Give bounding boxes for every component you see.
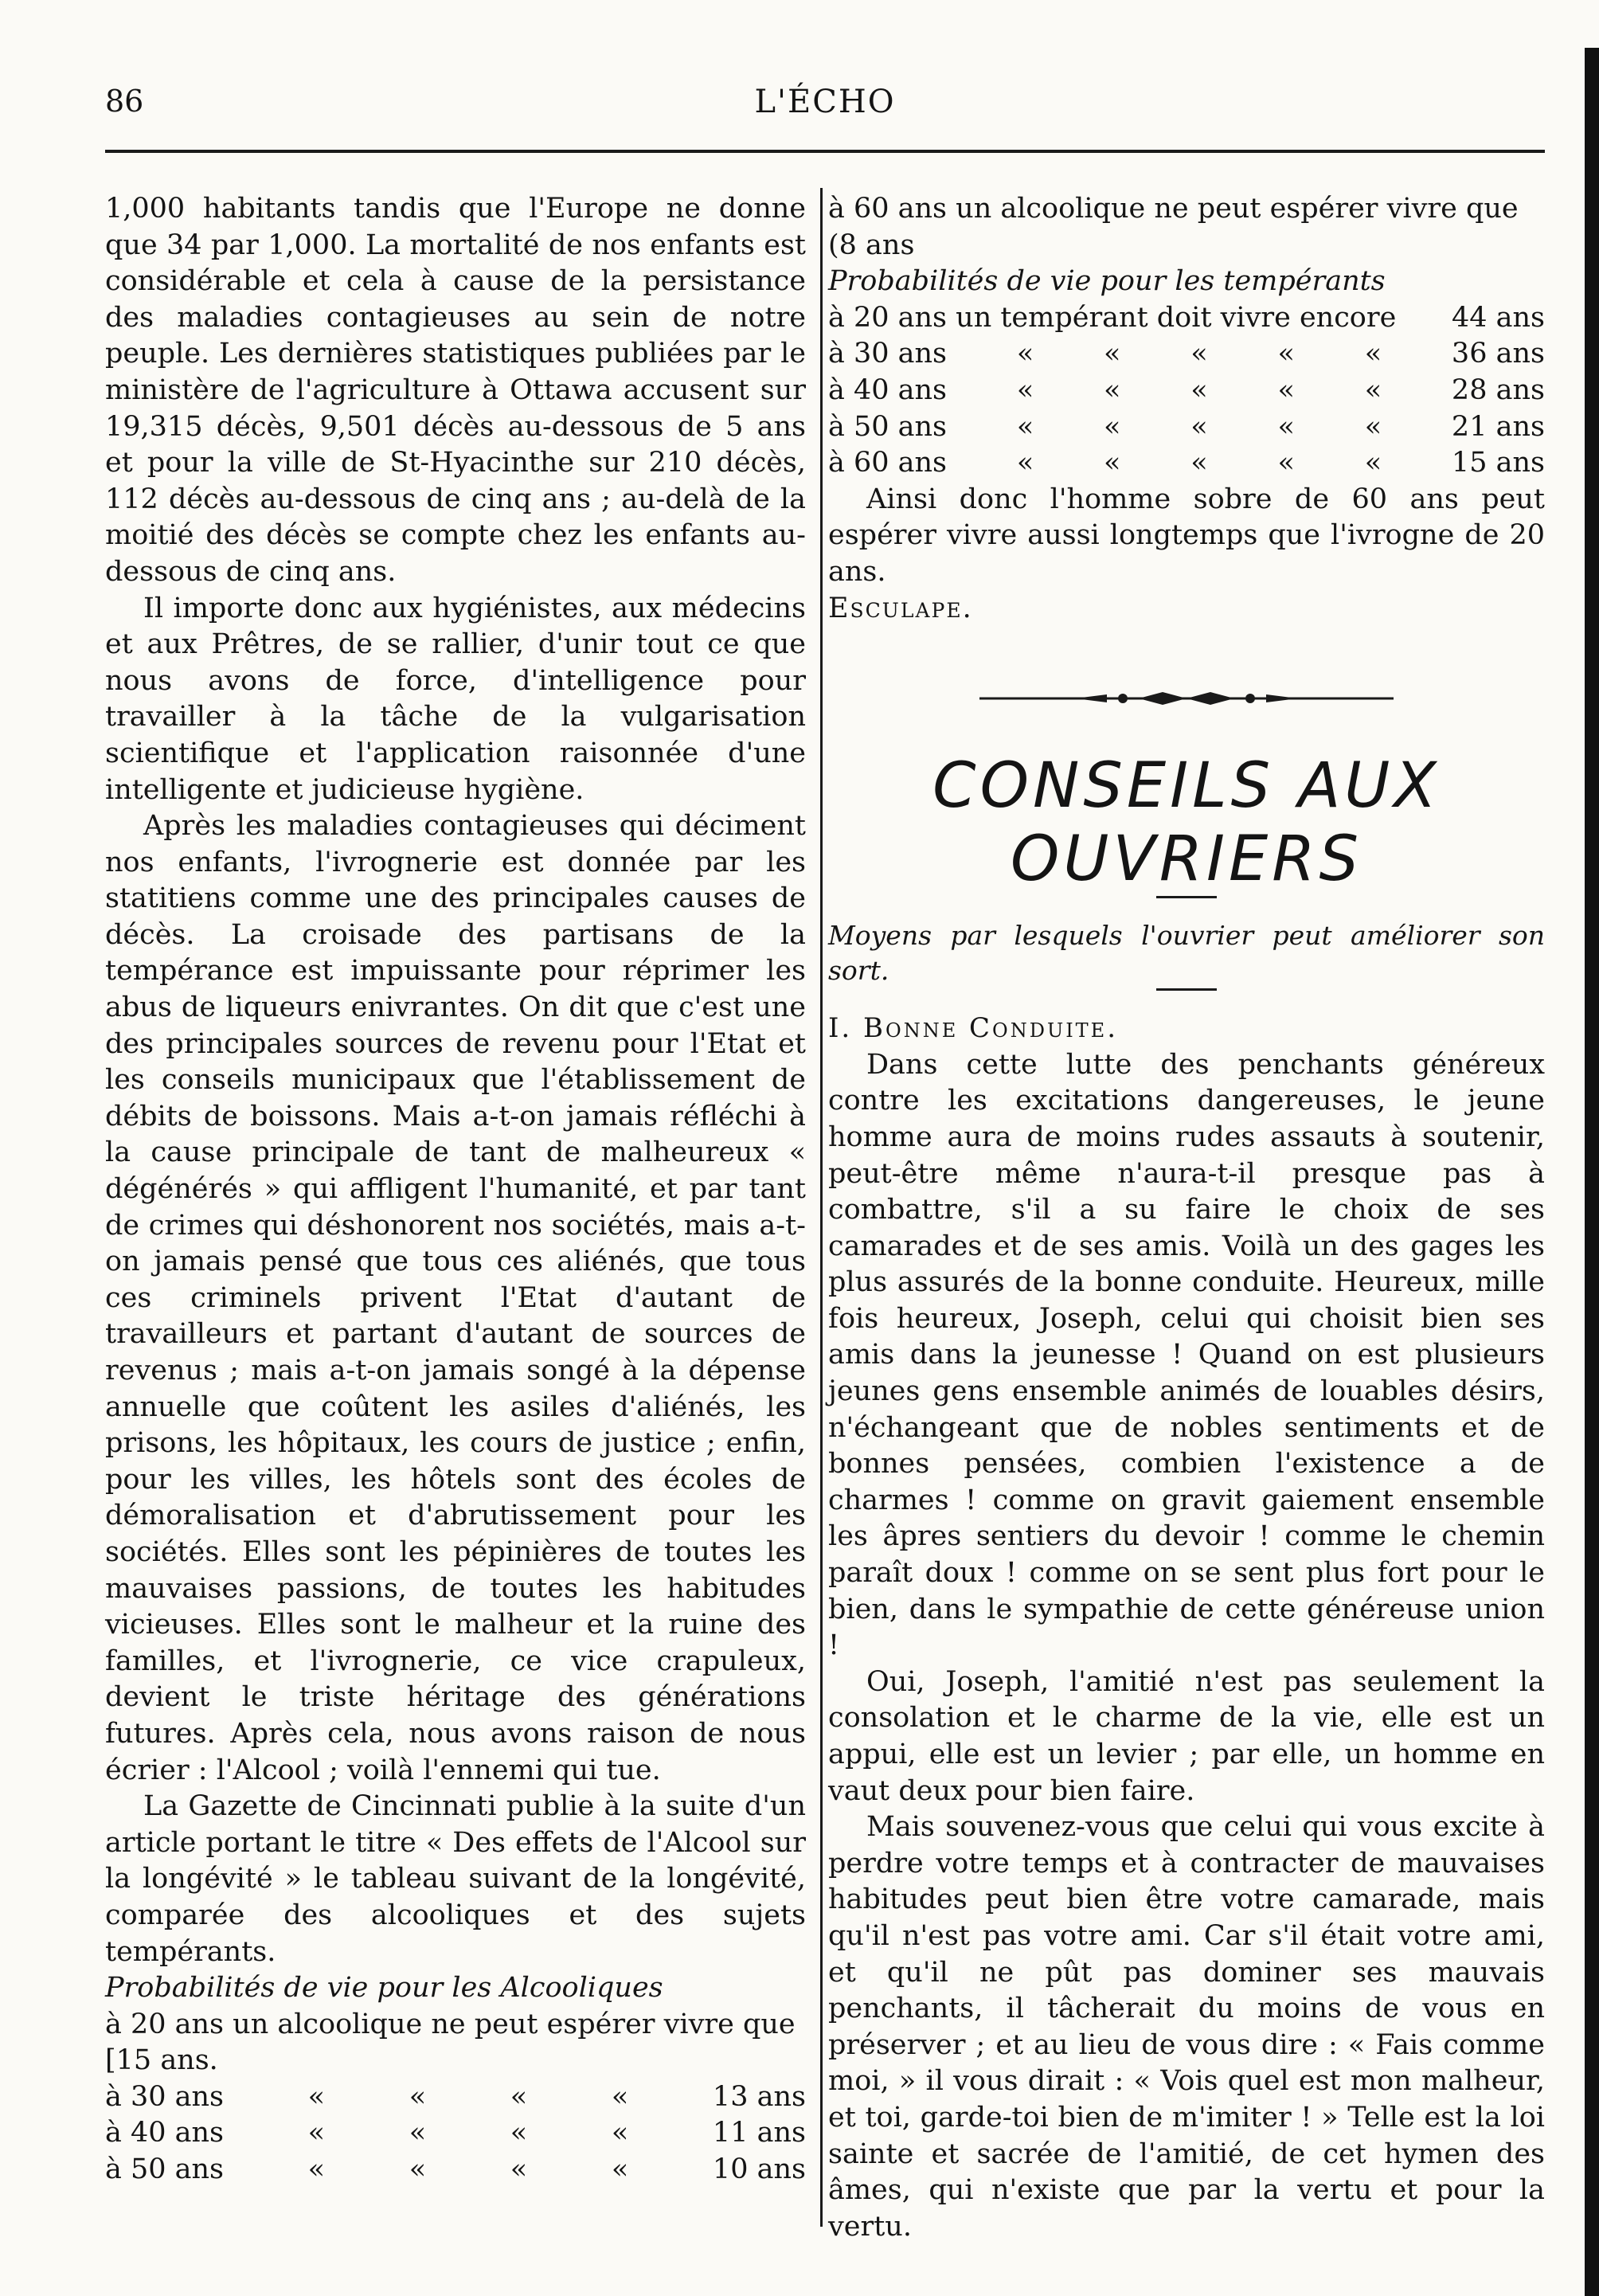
- journal-title: L'ÉCHO: [754, 84, 896, 120]
- ditto-mark: «: [1364, 447, 1382, 479]
- table-row: [828, 373, 1545, 409]
- section-heading: I. Bonne Conduite.: [828, 988, 1545, 1047]
- ditto-mark: «: [1190, 410, 1208, 443]
- paragraph-drunkenness: Après les maladies contagieuses qui déciment nos enfants, l'ivrognerie est donnée par les statitiens comme une des principales causes de décès. La croisade des partisans de la tempérance est impuissante pour réprimer les abus de liqueurs enivrantes. On dit que c'est une des principales sources de revenu pour l'Etat et les conseils municipaux que l'établissement de débits de boissons. Mais a-t-on jamais réfléchi à la cause principale de tant de malheureux « dégénérés » qui affligent l'humanité, et par tant de crimes qui déshonorent nos sociétés, mais a-t-on jamais pensé que tous ces aliénés, que tous ces criminels privent l'Etat d'autant de travailleurs et partant d'autant de sources de revenus ; mais a-t-on jamais songé à la dépense annuelle que coûtent les asiles d'aliénés, les prisons, les hôpitaux, les cours de justice ; enfin, pour les villes, les hôtels sont des écoles de démoralisation et d'abrutissement pour les sociétés. Elles sont les pépinières de toutes les mauvaises passions, de toutes les habitudes vicieuses. Elles sont le malheur et la ruine des familles, et l'ivrognerie, ce vice crapuleux, devient le triste héritage des générations futures. Après cela, nous avons raison de nous écrier : l'Alcool ; voilà l'ennemi qui tue.: [105, 810, 806, 1786]
- ditto-mark: «: [1016, 410, 1034, 443]
- ditto-mark: «: [1104, 410, 1121, 443]
- ditto-mark: «: [409, 2080, 427, 2113]
- page-edge-shadow: [1585, 48, 1599, 2296]
- ditto-mark: «: [1190, 374, 1208, 406]
- paragraph-cincinnati-gazette: La Gazette de Cincinnati publie à la suite d'un article portant le titre « Des effets de l'Alcool sur la longévité » le tableau suivant de la longévité, comparée des alcooliques et des sujets tempérants.: [105, 1790, 806, 1968]
- table-row: [105, 2115, 806, 2152]
- table-row: [828, 409, 1545, 446]
- ditto-mark: «: [1016, 447, 1034, 479]
- paragraph-conclusion: Ainsi donc l'homme sobre de 60 ans peut espérer vivre aussi longtemps que l'ivrogne de 20 ans.: [828, 483, 1545, 588]
- article-subtitle: Moyens par lesquels l'ouvrier peut améliorer son sort.: [828, 896, 1545, 988]
- ditto-mark: «: [1190, 338, 1208, 370]
- alcoholics-table-continued: à 60 ans un alcoolique ne peut espérer vivre que: [828, 193, 1519, 225]
- table-row-age: à 60 ans: [828, 447, 948, 479]
- ditto-mark: «: [1364, 338, 1382, 370]
- ditto-mark: «: [1104, 447, 1121, 479]
- temperants-first-value: 44 ans: [1451, 301, 1545, 334]
- ditto-mark: «: [409, 2153, 427, 2186]
- table-row-value: 28 ans: [1451, 374, 1545, 406]
- alcoholics-table-first-line: à 20 ans un alcoolique ne peut espérer vivre que: [105, 2008, 796, 2040]
- ditto-mark: «: [1277, 338, 1295, 370]
- page-number: 86: [105, 84, 144, 119]
- article-title: CONSEILS AUX OUVRIERS: [932, 750, 1441, 896]
- table-row-age: à 50 ans: [105, 2153, 225, 2186]
- ditto-mark: «: [1364, 374, 1382, 406]
- ditto-mark: «: [307, 2080, 326, 2113]
- running-head: [105, 84, 1545, 131]
- table-row-value: 13 ans: [712, 2080, 806, 2113]
- table-row-value: 21 ans: [1451, 410, 1545, 443]
- table-row-value: 15 ans: [1451, 447, 1545, 479]
- paragraph-hygienists: Il importe donc aux hygiénistes, aux médecins et aux Prêtres, de se rallier, d'unir tout ce que nous avons de force, d'intelligence pour travailler à la tâche de la vulgarisation scientifique et l'application raisonnée d'une intelligente et judicieuse hygiène.: [105, 592, 806, 806]
- ditto-mark: «: [510, 2080, 528, 2113]
- temperants-life-table: [828, 264, 1545, 482]
- alcoholics-table-continued-value: (8 ans: [828, 229, 915, 261]
- ditto-mark: «: [1016, 374, 1034, 406]
- ditto-mark: «: [1277, 374, 1295, 406]
- ditto-mark: «: [510, 2153, 528, 2186]
- ornamental-rule: [979, 689, 1394, 708]
- ditto-mark: «: [307, 2153, 326, 2186]
- table-row-age: à 40 ans: [828, 374, 948, 406]
- table-row: [828, 336, 1545, 373]
- ditto-mark: «: [1364, 410, 1382, 443]
- ditto-mark: «: [611, 2117, 629, 2149]
- alcoholics-table-caption: Probabilités de vie pour les Alcooliques: [105, 1972, 663, 2005]
- ditto-mark: «: [1190, 447, 1208, 479]
- table-row: [105, 2152, 806, 2188]
- paragraph-good-conduct: Dans cette lutte des penchants généreux contre les excitations dangereuses, le jeune homme aura de moins rudes assauts à soutenir, peut-être même n'aura-t-il presque pas à combattre, s'il a su faire le choix de ses camarades et de ses amis. Voilà un des gages les plus assurés de la bonne conduite. Heureux, mille fois heureux, Joseph, celui qui choisit bien ses amis dans la jeunesse ! Quand on est plusieurs jeunes gens ensemble animés de louables désirs, n'échangeant que de nobles sentiments et de bonnes pensées, combien l'existence a de charmes ! comme on gravit gaiement ensemble les âpres sentiers du devoir ! comme le chemin paraît doux ! comme on se sent plus fort pour le bien, dans le sympathie de cette généreuse union !: [828, 1048, 1545, 1662]
- paragraph-true-friend: Mais souvenez-vous que celui qui vous excite à perdre votre temps et à contracter de mauvaises habitudes peut bien être votre camarade, mais qu'il n'est pas votre ami. Car s'il était votre ami, et qu'il ne pût pas dominer ses mauvais penchants, il tâcherait du moins de vous en préserver ; et au lieu de vous dire : « Fais comme moi, » il vous dirait : « Vois quel est mon malheur, et toi, garde-toi bien de m'imiter ! » Telle est la loi sainte et sacrée de l'amitié, de cet hymen des âmes, qui n'existe que par la vertu et pour la vertu.: [828, 1811, 1545, 2243]
- ditto-mark: «: [611, 2080, 629, 2113]
- table-row: [828, 445, 1545, 482]
- temperants-first-line: à 20 ans un tempérant doit vivre encore: [828, 301, 1397, 334]
- column-divider: [820, 188, 823, 2227]
- ditto-mark: «: [1277, 410, 1295, 443]
- left-column: [105, 191, 806, 2188]
- ditto-mark: «: [1016, 338, 1034, 370]
- table-row: [828, 300, 1545, 337]
- alcoholics-life-table: [105, 1970, 806, 2188]
- ditto-mark: «: [409, 2117, 427, 2149]
- temperants-table-caption: Probabilités de vie pour les tempérants: [828, 265, 1386, 298]
- table-row-value: 10 ans: [712, 2153, 806, 2186]
- table-row-value: 36 ans: [1451, 338, 1545, 370]
- table-row-value: 11 ans: [712, 2117, 806, 2149]
- table-row-age: à 40 ans: [105, 2117, 225, 2149]
- ditto-mark: «: [1104, 338, 1121, 370]
- paragraph-infant-mortality: 1,000 habitants tandis que l'Europe ne donne que 34 par 1,000. La mortalité de nos enfants est considérable et cela à cause de la persistance des maladies contagieuses au sein de notre peuple. Les dernières statistiques publiées par le ministère de l'agriculture à Ottawa accusent sur 19,315 décès, 9,501 décès au-dessous de 5 ans et pour la ville de St-Hyacinthe sur 210 décès, 112 décès au-dessous de cinq ans ; au-delà de la moitié des décès se compte chez les enfants au-dessous de cinq ans.: [105, 193, 806, 588]
- table-row-age: à 30 ans: [828, 338, 948, 370]
- ditto-mark: «: [611, 2153, 629, 2186]
- ditto-mark: «: [510, 2117, 528, 2149]
- ditto-mark: «: [1104, 374, 1121, 406]
- table-row: [105, 2079, 806, 2116]
- author-signature: Esculape.: [828, 592, 973, 624]
- header-rule: [105, 150, 1545, 153]
- table-row-age: à 30 ans: [105, 2080, 225, 2113]
- ditto-mark: «: [1277, 447, 1295, 479]
- ditto-mark: «: [307, 2117, 326, 2149]
- right-column: [828, 191, 1545, 2245]
- table-row-age: à 50 ans: [828, 410, 948, 443]
- paragraph-friendship: Oui, Joseph, l'amitié n'est pas seulement la consolation et le charme de la vie, elle est un appui, elle est un levier ; par elle, un homme en vaut deux pour bien faire.: [828, 1665, 1545, 1807]
- alcoholics-table-first-value: [15 ans.: [105, 2044, 218, 2077]
